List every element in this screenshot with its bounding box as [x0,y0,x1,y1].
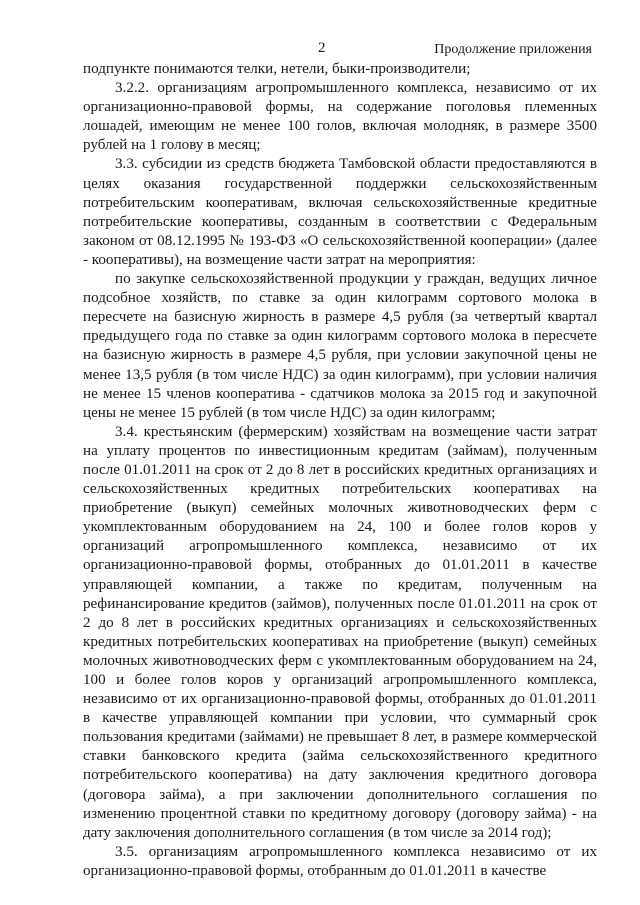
continuation-header: Продолжение приложения [434,42,592,57]
document-body [83,60,597,881]
page-number: 2 [318,40,326,56]
paragraph-3-2-2: 3.2.2. организациям агропромышленного комплекса, независимо от их организационно-правовой формы, на содержание поголовья племенных лошадей, имеющим не менее 100 голов, включая молодняк, в размере 3500 рублей на 1 голову в месяц; [83,80,597,154]
paragraph-3-3: 3.3. субсидии из средств бюджета Тамбовской области предоставляются в целях оказания государственной поддержки сельскохозяйственным потребительским кооперативам, включая сельскохозяйственные кредитные потребительские кооперативы, созданным в соответствии с Федеральным законом от 08.12.1995 № 193-ФЗ «О сельскохозяйственной кооперации» (далее - кооперативы), на возмещение части затрат на мероприятия: [83,156,597,268]
paragraph-milk-procurement: по закупке сельскохозяйственной продукции у граждан, ведущих личное подсобное хозяйств, по ставке за один килограмм сортового молока в пересчете на базисную жирность в размере 4,5 рубля (за четвертый квартал предыдущего года по ставке за один килограмм сортового молока в пересчете на базисную жирность в размере 4,5 рубля, при условии закупочной цены не менее 13,5 рубля (в том числе НДС) за один килограмм), при условии наличия не менее 15 членов кооператива - сдатчиков молока за 2015 год и закупочной цены не менее 15 рублей (в том числе НДС) за один килограмм; [83,271,597,421]
paragraph-3-4: 3.4. крестьянским (фермерским) хозяйствам на возмещение части затрат на уплату процентов по инвестиционным кредитам (займам), полученным после 01.01.2011 на срок от 2 до 8 лет в российских кредитных организациях и сельскохозяйственных кредитных потребительских кооперативах на приобретение (выкуп) семейных молочных животноводческих ферм с укомплектованным оборудованием на 24, 100 и более голов коров у организаций агропромышленного комплекса, независимо от их организационно-правовой формы, отобранных до 01.01.2011 в качестве управляющей компании, а также по кредитам, полученным на рефинансирование кредитов (займов), полученных после 01.01.2011 на срок от 2 до 8 лет в российских кредитных организациях и сельскохозяйственных кредитных потребительских кооперативах на приобретение (выкуп) семейных молочных животноводческих ферм с укомплектованным оборудованием на 24, 100 и более голов коров у организаций агропромышленного комплекса, независимо от их организационно-правовой формы, отобранных до 01.01.2011 в качестве управляющей компании при условии, что суммарный срок пользования кредитами (займами) не превышает 8 лет, в размере коммерческой ставки банковского кредита (займа сельскохозяйственного кредитного потребительского кооператива) на дату заключения кредитного договора (договора займа), а при заключении дополнительного соглашения по изменению процентной ставки по кредитному договору (договору займа) - на дату заключения дополнительного соглашения (в том числе за 2014 год); [83,423,597,841]
paragraph-continuation: подпункте понимаются телки, нетели, быки-производители; [83,61,471,77]
paragraph-3-5: 3.5. организациям агропромышленного комплекса независимо от их организационно-правовой формы, отобранным до 01.01.2011 в качестве [83,843,597,879]
